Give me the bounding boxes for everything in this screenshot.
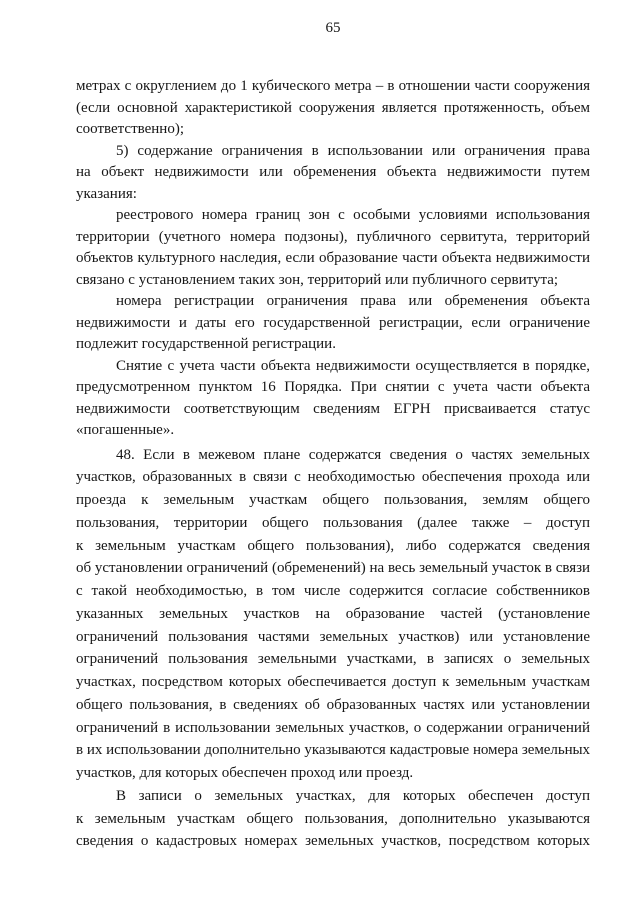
- text-line: об установлении ограничений (обременений) на весь земельный участок в связи: [76, 560, 590, 577]
- text-line: подлежит государственной регистрации.: [76, 336, 336, 352]
- text-line: участков, образованных в связи с необходимостью обеспечения прохода или: [76, 469, 590, 486]
- text-line: указанных земельных участков на образование частей (установление: [76, 605, 590, 622]
- text-line: сведения о кадастровых номерах земельных участков, посредством которых: [76, 833, 590, 850]
- text-line: недвижимости соответствующим сведениям ЕГРН присваивается статус: [76, 400, 590, 417]
- text-line: предусмотренном пунктом 16 Порядка. При снятии с учета части объекта: [76, 379, 590, 395]
- text-line: объектов культурного наследия, если образование части объекта недвижимости: [76, 250, 590, 266]
- text-line: недвижимости и даты его государственной регистрации, если ограничение: [76, 314, 590, 331]
- paragraph: [76, 291, 590, 356]
- text-line: Снятие с учета части объекта недвижимости осуществляется в порядке,: [116, 357, 590, 374]
- text-line: реестрового номера границ зон с особыми условиями использования: [116, 207, 590, 223]
- text-line: участках, посредством которых обеспечивается доступ к земельным участкам: [76, 674, 590, 690]
- text-line: метрах с округлением до 1 кубического метра – в отношении части сооружения: [76, 78, 590, 94]
- paragraph: [76, 444, 590, 785]
- text-line: ограничений в использовании земельных участков, о содержании ограничений: [76, 719, 590, 736]
- page-number: 65: [325, 20, 341, 36]
- text-line: территории (учетного номера подзоны), публичного сервитута, территорий: [76, 228, 590, 245]
- text-line: пользования, территории общего пользования (далее также – доступ: [76, 514, 590, 531]
- text-line: с такой необходимостью, в том числе содержится согласие собственников: [76, 583, 590, 599]
- text-line: В записи о земельных участках, для которых обеспечен доступ: [116, 787, 590, 804]
- document-body: [76, 76, 590, 853]
- paragraph: [76, 205, 590, 291]
- paragraph: [76, 785, 590, 853]
- text-line: (если основной характеристикой сооружения является протяженность, объем: [76, 99, 590, 116]
- text-line: к земельным участкам общего пользования), либо содержатся сведения: [76, 537, 590, 554]
- text-line: общего пользования, в сведениях об образованных частях или установлении: [76, 696, 590, 713]
- text-line: на объект недвижимости или обременения объекта недвижимости путем: [76, 164, 590, 180]
- text-line: к земельным участкам общего пользования, дополнительно указываются: [76, 810, 590, 827]
- text-line: «погашенные».: [76, 422, 175, 438]
- paragraph: [76, 76, 590, 141]
- text-line: ограничений пользования частями земельных участков) или установление: [76, 628, 590, 645]
- text-line: соответственно);: [76, 121, 184, 137]
- paragraph: [76, 141, 590, 206]
- text-line: в их использовании дополнительно указываются кадастровые номера земельных: [76, 742, 590, 759]
- text-line: 5) содержание ограничения в использовании или ограничения права: [116, 142, 590, 159]
- paragraph: [76, 356, 590, 442]
- text-line: указания:: [76, 185, 137, 202]
- text-line: номера регистрации ограничения права или обременения объекта: [116, 293, 590, 309]
- text-line: связано с установлением таких зон, территорий или публичного сервитута;: [76, 271, 559, 288]
- text-line: проезда к земельным участкам общего пользования, землям общего: [76, 492, 590, 508]
- text-line: участков, для которых обеспечен проход или проезд.: [76, 765, 414, 781]
- text-line: 48. Если в межевом плане содержатся сведения о частях земельных: [116, 446, 590, 463]
- text-line: ограничений пользования земельными участками, в записях о земельных: [76, 651, 590, 668]
